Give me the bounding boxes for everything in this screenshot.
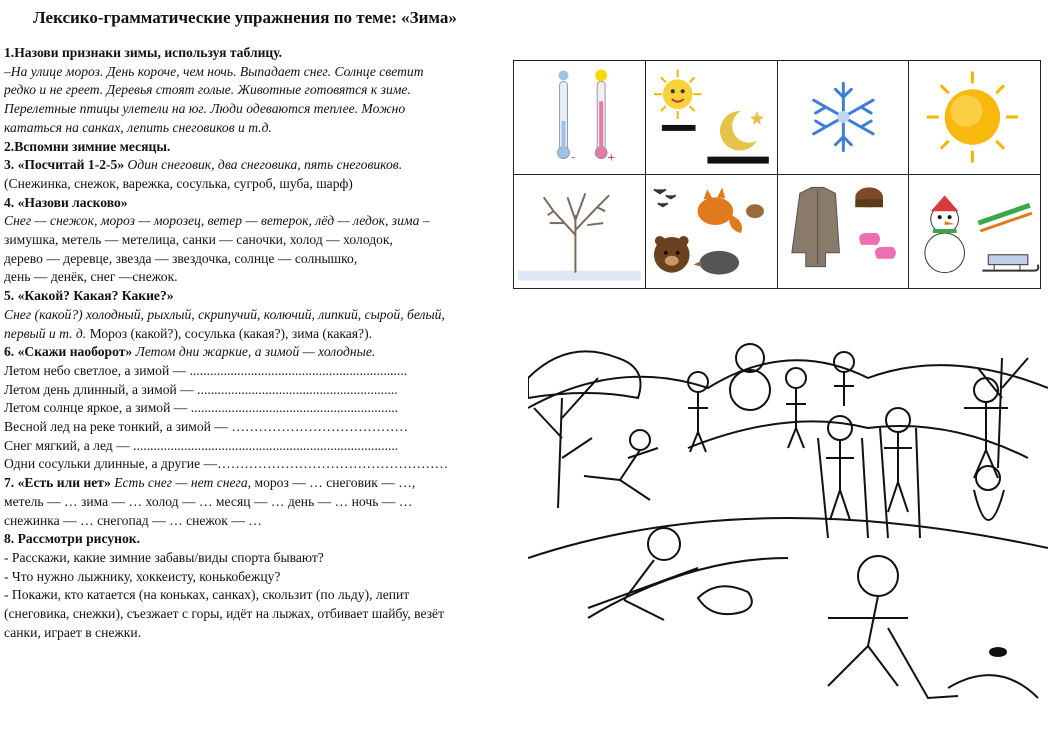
table-cell	[777, 175, 909, 289]
exercise-8-line: - Покажи, кто катается (на коньках, санках), скользит (по льду), лепит	[4, 587, 410, 603]
exercise-6-line: Снег мягкий, а лед — ..............................................................................	[4, 437, 399, 453]
exercise-5-line: Снег (какой?) холодный, рыхлый, скрипучий, колючий, липкий, сырой, белый,	[4, 306, 445, 322]
svg-text:-: -	[571, 152, 576, 164]
exercise-7-heading: 7. «Есть или нет»	[4, 475, 111, 491]
exercise-4-line: дерево — деревце, звезда — звездочка, солнце — солнышко,	[4, 250, 358, 266]
exercise-1-line: кататься на санках, лепить снеговиков и т.д.	[4, 119, 272, 135]
exercise-6-line: Летом день длинный, а зимой — ...........................................................	[4, 381, 398, 397]
exercise-4-line: день — денёк, снег —снежок.	[4, 269, 178, 285]
exercise-8-line: - Расскажи, какие зимние забавы/виды спорта бывают?	[4, 549, 324, 565]
exercise-6-line: Летом небо светлое, а зимой — ................................................................	[4, 362, 408, 378]
winter-fun-illustration	[528, 318, 1048, 712]
exercise-6-row	[4, 343, 524, 362]
exercise-6-heading: 6. «Скажи наоборот»	[4, 344, 133, 360]
exercises-text	[4, 44, 524, 643]
exercise-1-line: редко и не греет. Деревья стоят голые. Животные готовятся к зиме.	[4, 82, 411, 98]
exercise-1-line: –На улице мороз. День короче, чем ночь. Выпадает снег. Солнце светит	[4, 63, 424, 79]
table-cell	[514, 175, 646, 289]
exercise-8-line: - Что нужно лыжнику, хоккеисту, конькобежцу?	[4, 568, 281, 584]
exercise-7-line: метель — … зима — … холод — … месяц — … день — … ночь — …	[4, 493, 413, 509]
sun-moon-icon	[646, 61, 777, 174]
exercise-3-row	[4, 156, 524, 175]
table-cell	[645, 175, 777, 289]
exercise-4-line	[4, 212, 524, 231]
exercise-4-line: зимушка, метель — метелица, санки — саночки, холод — холодок,	[4, 232, 393, 248]
animals-icon	[646, 175, 777, 288]
exercise-2-heading: 2.Вспомни зимние месяцы.	[4, 138, 171, 154]
exercise-5-heading: 5. «Какой? Какая? Какие?»	[4, 288, 174, 304]
exercise-8-line: санки, играет в снежки.	[4, 624, 142, 640]
exercise-7-example: Есть снег — нет снега,	[110, 475, 252, 491]
exercise-1-heading: 1.Назови признаки зимы, используя таблицу.	[4, 45, 283, 60]
winter-scene-image	[528, 318, 1048, 712]
exercise-3-heading: 3. «Посчитай 1-2-5»	[4, 157, 125, 173]
exercise-1-line: Перелетные птицы улетели на юг. Люди одеваются теплее. Можно	[4, 101, 406, 117]
snowflake-icon	[778, 61, 909, 174]
exercise-7-line: снежинка — … снегопад — … снежок — …	[4, 512, 262, 528]
sun-icon	[909, 61, 1040, 174]
table-cell	[909, 61, 1041, 175]
exercise-3-words: (Снежинка, снежок, варежка, сосулька, сугроб, шуба, шарф)	[4, 175, 353, 191]
table-cell	[514, 61, 646, 175]
exercise-6-line: Одни сосульки длинные, а другие —……………………………………………	[4, 456, 449, 472]
exercise-6-line: Весной лед на реке тонкий, а зимой — …………………………………	[4, 419, 409, 435]
exercise-8-heading: 8. Рассмотри рисунок.	[4, 531, 140, 547]
exercise-5-rest: Мороз (какой?), сосулька (какая?), зима (какая?).	[86, 325, 373, 341]
exercise-7-rest: мороз — … снеговик — …,	[251, 475, 416, 491]
exercise-4-text: Снег — снежок, мороз — морозец, ветер — ветерок, лёд — ледок, зима –	[4, 213, 430, 229]
exercise-5-italic: первый и т. д.	[4, 325, 87, 341]
winter-signs-table	[513, 60, 1041, 289]
page-title: Лексико-грамматические упражнения по теме: «Зима»	[33, 8, 457, 27]
thermometers-icon	[514, 61, 645, 174]
exercise-8-line: (снеговика, снежки), съезжает с горы, идёт на лыжах, отбивает шайбу, везёт	[4, 606, 445, 622]
table-cell	[909, 175, 1041, 289]
exercise-6-example: Летом дни жаркие, а зимой — холодные.	[132, 344, 376, 360]
table-cell	[645, 61, 777, 175]
exercise-7-row	[4, 474, 524, 493]
snowman-sled-icon	[909, 175, 1040, 288]
exercise-5-line	[4, 325, 524, 344]
exercise-6-line: Летом солнце яркое, а зимой — .............................................................	[4, 400, 399, 416]
exercise-3-example: Один снеговик, два снеговика, пять снеговиков.	[124, 157, 403, 173]
table-cell	[777, 61, 909, 175]
winter-clothes-icon	[778, 175, 909, 288]
bare-tree-icon	[514, 175, 645, 288]
exercise-4-heading: 4. «Назови ласково»	[4, 194, 128, 210]
svg-text:+: +	[607, 152, 616, 164]
